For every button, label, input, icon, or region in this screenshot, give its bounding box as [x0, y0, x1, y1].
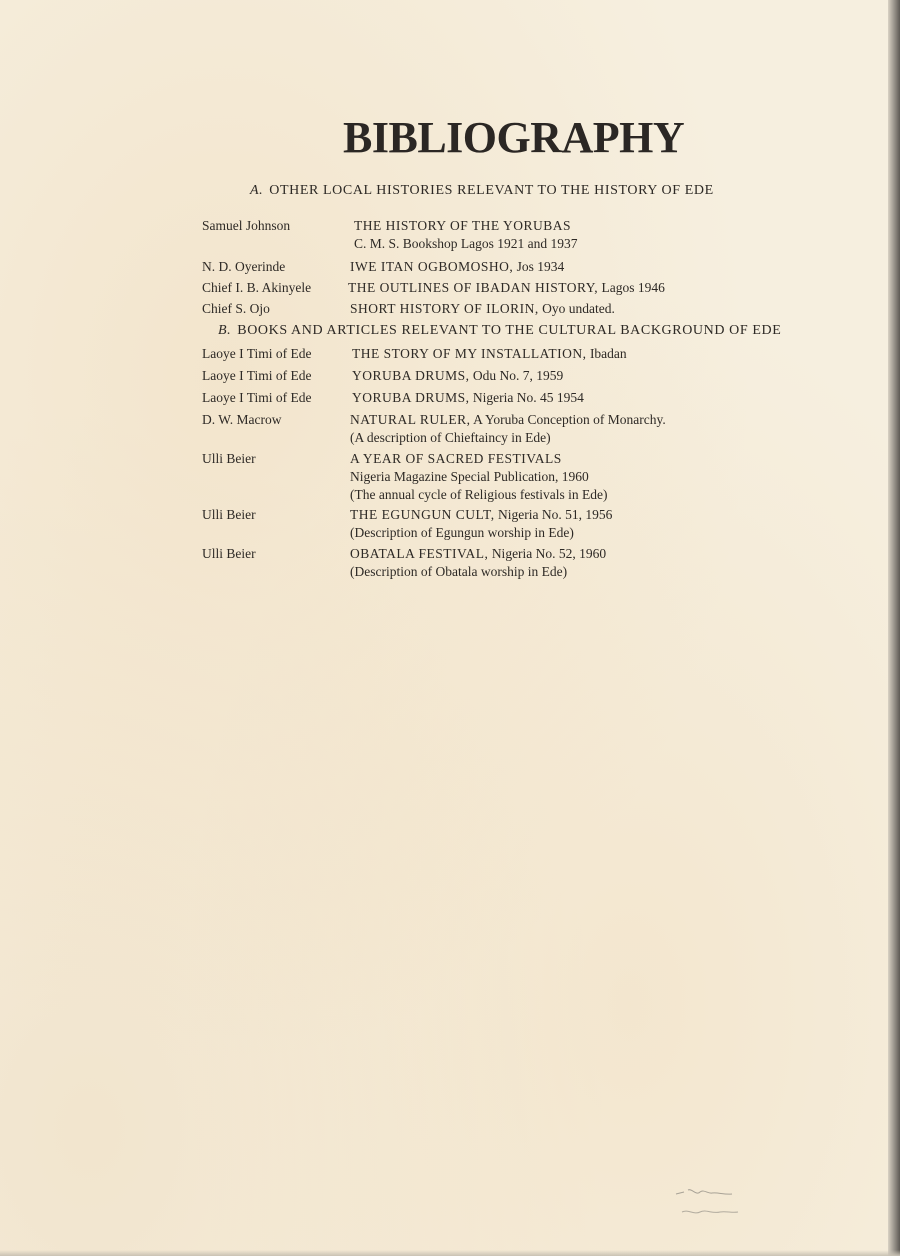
entry-work: [354, 217, 578, 253]
entry-work: [352, 345, 627, 363]
entry-details: A Yoruba Conception of Monarchy.: [470, 412, 666, 427]
entry-work: [350, 506, 612, 542]
entry-note: (Description of Egungun worship in Ede): [350, 525, 574, 540]
entry-work: [350, 258, 564, 276]
section-a-letter: A.: [250, 183, 264, 198]
entry-author: Ulli Beier: [202, 546, 256, 561]
entry-details: Lagos 1946: [598, 280, 665, 295]
entry-details: Odu No. 7, 1959: [469, 368, 564, 383]
entry-title: A YEAR OF SACRED FESTIVALS: [350, 451, 562, 466]
page-title: BIBLIOGRAPHY: [343, 113, 685, 162]
entry-author: Ulli Beier: [202, 507, 256, 522]
entry-title: THE STORY OF MY INSTALLATION,: [352, 346, 587, 361]
entry-details: Nigeria No. 52, 1960: [488, 546, 607, 561]
entry-author: Laoye I Timi of Ede: [202, 346, 312, 361]
entry-note: (A description of Chieftaincy in Ede): [350, 430, 551, 445]
entry-title: THE HISTORY OF THE YORUBAS: [354, 218, 572, 233]
section-a-heading: [250, 183, 714, 199]
entry-author: Laoye I Timi of Ede: [202, 368, 312, 383]
entry-note: (Description of Obatala worship in Ede): [350, 564, 568, 579]
entry-title: THE EGUNGUN CULT,: [350, 507, 495, 522]
section-a-heading-text: OTHER LOCAL HISTORIES RELEVANT TO THE HISTORY OF EDE: [269, 183, 714, 198]
entry-title: NATURAL RULER,: [350, 412, 471, 427]
entry-author: D. W. Macrow: [202, 412, 282, 427]
entry-author: Chief I. B. Akinyele: [202, 280, 312, 295]
entry-title: IWE ITAN OGBOMOSHO,: [350, 259, 514, 274]
entry-details: Nigeria No. 45 1954: [469, 390, 584, 405]
entry-work: [350, 300, 615, 318]
entry-title: SHORT HISTORY OF ILORIN,: [350, 301, 539, 316]
entry-author: Samuel Johnson: [202, 218, 291, 233]
entry-title: YORUBA DRUMS,: [352, 390, 470, 405]
entry-work: [348, 279, 665, 297]
section-b-letter: B.: [218, 323, 232, 338]
entry-work: [352, 367, 563, 385]
entry-author: Ulli Beier: [202, 451, 256, 466]
entry-title: OBATALA FESTIVAL,: [350, 546, 489, 561]
entry-author: Laoye I Timi of Ede: [202, 390, 312, 405]
pencil-mark: [672, 1182, 742, 1224]
entry-title: THE OUTLINES OF IBADAN HISTORY,: [348, 280, 599, 295]
entry-note: (The annual cycle of Religious festivals in Ede): [350, 487, 608, 502]
entry-author: N. D. Oyerinde: [202, 259, 286, 274]
entry-author: Chief S. Ojo: [202, 301, 270, 316]
entry-details: Nigeria No. 51, 1956: [494, 507, 613, 522]
entry-details: Oyo undated.: [538, 301, 615, 316]
entry-work: [350, 411, 666, 447]
page-edge-shadow: [888, 0, 900, 1256]
section-b-heading-text: BOOKS AND ARTICLES RELEVANT TO THE CULTURAL BACKGROUND OF EDE: [237, 323, 782, 338]
entry-note: Nigeria Magazine Special Publication, 1960: [350, 469, 589, 484]
entry-work: [350, 450, 608, 504]
entry-details: Ibadan: [586, 346, 627, 361]
section-b-heading: [218, 323, 781, 339]
entry-work: [350, 545, 606, 581]
entry-title: YORUBA DRUMS,: [352, 368, 470, 383]
entry-note: C. M. S. Bookshop Lagos 1921 and 1937: [354, 236, 578, 251]
page-bottom-edge: [0, 1250, 900, 1256]
entry-work: [352, 389, 584, 407]
entry-details: Jos 1934: [513, 259, 565, 274]
